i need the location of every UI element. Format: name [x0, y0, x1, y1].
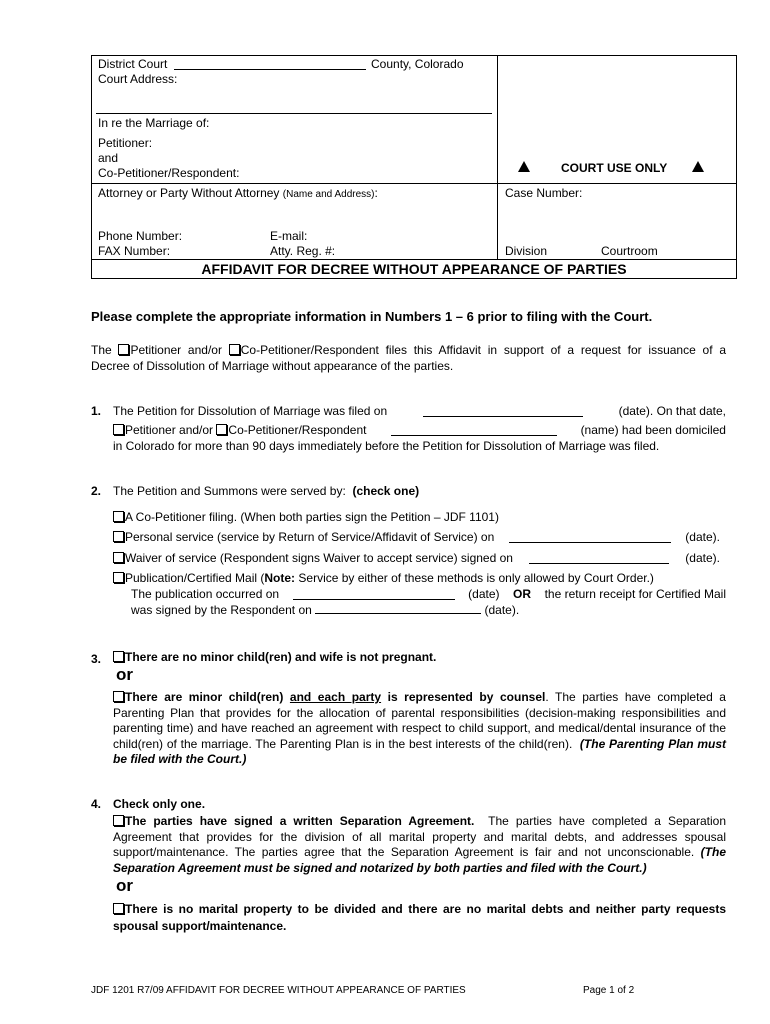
minor-children-option[interactable]: There are minor child(ren) and each party is represented by counsel. The parties have completed a Parenting Plan that provides for the allocation of parental responsibilities (decision-making responsibilities and parenting time) and have reached an agreement with respect to child support, and medical/dental insurance of the child(ren) of the marriage. The Parenting Plan is in the best interests of the child(ren). (The Parenting Plan must be filed with the Court.): [113, 690, 727, 766]
item-3-or: or: [116, 665, 133, 684]
item-1-number: 1.: [91, 404, 102, 418]
intro-line-2: Decree of Dissolution of Marriage without appearance of the parties.: [91, 359, 454, 373]
receipt-signed-date-field[interactable]: [315, 602, 481, 614]
publication-checkbox[interactable]: [113, 572, 124, 583]
publication-date-field[interactable]: [293, 588, 455, 600]
intro-line-1: The Petitioner and/or Co-Petitioner/Respondent files this Affidavit in support of a request for issuance of a: [91, 343, 727, 357]
county-name-field[interactable]: [174, 58, 366, 70]
no-marital-property-option[interactable]: There is no marital property to be divided and there are no marital debts and neither party requests spousal support/maintenance.: [113, 902, 726, 933]
district-court-label: District Court: [98, 57, 168, 71]
service-option-co-petitioner[interactable]: A Co-Petitioner filing. (When both parties sign the Petition – JDF 1101): [113, 510, 499, 524]
in-re-label: In re the Marriage of:: [98, 116, 210, 130]
personal-service-checkbox[interactable]: [113, 531, 124, 542]
instruction-text: Please complete the appropriate information in Numbers 1 – 6 prior to filing with the Court.: [91, 309, 653, 324]
item-2-lead: The Petition and Summons were served by: (check one): [113, 484, 420, 498]
courtroom-label: Courtroom: [601, 244, 658, 258]
case-number-label: Case Number:: [505, 186, 583, 200]
phone-label: Phone Number:: [98, 229, 183, 243]
and-label: and: [98, 151, 119, 165]
attorney-label: Attorney or Party Without Attorney (Name and Address):: [98, 186, 378, 200]
item-4-lead: Check only one.: [113, 797, 206, 811]
atty-reg-label: Atty. Reg. #:: [270, 244, 336, 258]
service-option-personal[interactable]: Personal service (service by Return of Service/Affidavit of Service) on (date).: [113, 530, 720, 544]
co-petitioner-label: Co-Petitioner/Respondent:: [98, 166, 240, 180]
fax-label: FAX Number:: [98, 244, 171, 258]
triangle-up-icon: [518, 161, 530, 172]
publication-line-3: was signed by the Respondent on (date).: [131, 603, 520, 617]
no-minor-children-option[interactable]: There are no minor child(ren) and wife is not pregnant.: [113, 650, 436, 664]
item-1-line-2: Petitioner and/or Co-Petitioner/Respondent (name) had been domiciled: [113, 423, 726, 437]
no-marital-property-checkbox[interactable]: [113, 903, 124, 914]
co-petitioner-filing-checkbox[interactable]: [113, 511, 124, 522]
no-minor-children-checkbox[interactable]: [113, 651, 124, 662]
footer-form-id: JDF 1201 R7/09 AFFIDAVIT FOR DECREE WITHOUT APPEARANCE OF PARTIES: [91, 985, 466, 996]
waiver-checkbox[interactable]: [113, 552, 124, 563]
minor-children-checkbox[interactable]: [113, 691, 124, 702]
court-use-only-label: COURT USE ONLY: [561, 161, 668, 175]
service-option-publication[interactable]: Publication/Certified Mail (Note: Service by either of these methods is only allowed by Court Order.): [113, 571, 654, 585]
filing-date-field[interactable]: [423, 405, 583, 417]
petitioner-label: Petitioner:: [98, 136, 153, 150]
item-4-number: 4.: [91, 797, 102, 811]
petitioner-checkbox[interactable]: [118, 344, 129, 355]
separation-agreement-checkbox[interactable]: [113, 815, 124, 826]
item-4-or: or: [116, 876, 133, 895]
county-colorado-label: County, Colorado: [371, 57, 464, 71]
personal-service-date-field[interactable]: [509, 531, 671, 543]
item-3-number: 3.: [91, 652, 102, 666]
item-1-petitioner-checkbox[interactable]: [113, 424, 124, 435]
publication-line-2: The publication occurred on (date) OR the return receipt for Certified Mail: [131, 587, 726, 601]
email-label: E-mail:: [270, 229, 308, 243]
item-1-line-3: in Colorado for more than 90 days immediately before the Petition for Dissolution of Marriage was filed.: [113, 439, 660, 453]
division-label: Division: [505, 244, 548, 258]
co-petitioner-checkbox[interactable]: [229, 344, 240, 355]
separation-agreement-option[interactable]: The parties have signed a written Separation Agreement. The parties have completed a Separation Agreement that provides for the division of all marital property and marital debts, and addresses spousal support/maintenance. The parties agree that the Separation Agreement is fair and not unconscionable. (The Separation Agreement must be signed and notarized by both parties and filed with the Court.): [113, 814, 727, 875]
domiciled-name-field[interactable]: [391, 424, 557, 436]
item-2-number: 2.: [91, 484, 102, 498]
item-1-line-1: The Petition for Dissolution of Marriage was filed on (date). On that date,: [113, 404, 726, 418]
waiver-date-field[interactable]: [529, 552, 669, 564]
form-title: AFFIDAVIT FOR DECREE WITHOUT APPEARANCE OF PARTIES: [201, 261, 627, 277]
triangle-up-icon: [692, 161, 704, 172]
court-address-label: Court Address:: [98, 72, 178, 86]
item-1-co-petitioner-checkbox[interactable]: [216, 424, 227, 435]
footer-page-number: Page 1 of 2: [583, 985, 635, 996]
service-option-waiver[interactable]: Waiver of service (Respondent signs Waiver to accept service) signed on (date).: [113, 551, 720, 565]
